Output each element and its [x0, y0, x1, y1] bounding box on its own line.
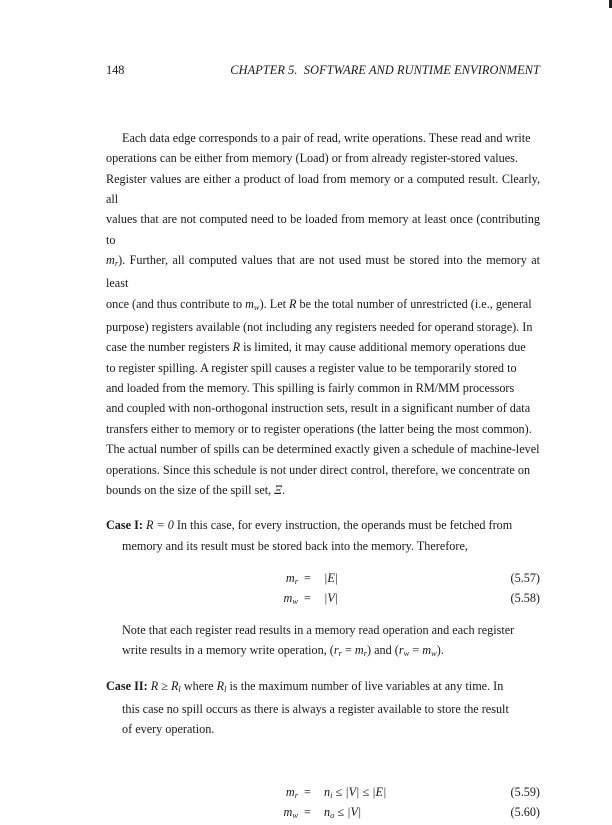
- math-var: R: [289, 296, 297, 311]
- text-line: Case II: $R \ge R_l$ where $R_l$ is the maximum number of live variables at any time. In: [106, 678, 504, 694]
- text-line: [106, 294, 540, 317]
- text: ). Let: [259, 296, 290, 311]
- equation-number: (5.57): [510, 570, 540, 585]
- eq-rel: =: [304, 590, 311, 605]
- eq-rel: =: [304, 784, 311, 799]
- text-line: [106, 250, 540, 294]
- text: is limited, it may cause additional memory operations due: [240, 340, 526, 355]
- eq-rel: =: [304, 804, 311, 819]
- page-number: 148: [106, 63, 125, 77]
- text: In this case, for every instruction, the operands must be fetched from: [173, 518, 513, 533]
- math-var: m: [106, 253, 115, 268]
- case-2-section: [106, 676, 540, 822]
- equation-number: (5.59): [510, 784, 540, 799]
- text-line: Each data edge corresponds to a pair of read, write operations. These read and write: [122, 131, 531, 145]
- equation-5-59: [106, 782, 540, 802]
- text-line: The actual number of spills can be determined exactly given a schedule of machine-level: [106, 442, 540, 457]
- text-line: [106, 515, 540, 535]
- page-header: [106, 63, 540, 79]
- text-line: write results in a memory write operation, $(r_r = m_r)$ and $(r_w = m_w)$.: [122, 643, 444, 659]
- text-line: and coupled with non-orthogonal instruction sets, result in a significant number of data: [106, 401, 531, 416]
- text-line: transfers either to memory or to register operations (the latter being the most common).: [106, 421, 532, 436]
- text-line: operations can be either from memory (Load) or from already register-stored values.: [106, 151, 518, 166]
- eq-lhs: $m_w$: [283, 804, 298, 820]
- equation-number: (5.60): [510, 804, 540, 819]
- text: ). Further, all computed values that are not used must be stored into the memory at least: [106, 253, 540, 291]
- case-1-section: [106, 515, 540, 663]
- text-line: values that are not computed need to be loaded from memory at least once (contributing to: [106, 212, 540, 247]
- math-var: m: [245, 296, 254, 311]
- running-title: CHAPTER 5. SOFTWARE AND RUNTIME ENVIRONMENT: [230, 63, 540, 77]
- text-line: and loaded from the memory. This spilling is fairly common in RM/MM processors: [106, 381, 515, 396]
- text: .: [282, 482, 286, 497]
- eq-lhs: $m_w$: [283, 590, 298, 606]
- math-var: R: [232, 340, 241, 355]
- eq-lhs: $m_r$: [285, 784, 298, 800]
- equation-5-60: [106, 802, 540, 822]
- text-line: memory and its result must be stored back into the memory. Therefore,: [122, 538, 468, 553]
- text-line: to register spilling. A register spill causes a register value to be temporarily stored to: [106, 360, 517, 375]
- eq-rel: =: [304, 570, 311, 585]
- case-condition: R = 0: [145, 518, 174, 533]
- text: bounds on the size of the spill set,: [106, 482, 275, 497]
- text-line: operations. Since this schedule is not under direct control, therefore, we concentrate on: [106, 462, 531, 477]
- eq-rhs: |E|: [324, 570, 339, 585]
- math-sub: w: [253, 301, 260, 312]
- case-label: Case II:: [106, 678, 148, 693]
- case-label: Case I:: [106, 518, 143, 533]
- equation-5-58: [106, 588, 540, 608]
- paragraph-intro: [106, 128, 540, 500]
- eq-rhs: $n_i \le |V| \le |E|$: [324, 784, 387, 800]
- text-line: [106, 480, 540, 500]
- math-sub: r: [114, 258, 119, 269]
- text: write results in a memory write operation, (: [122, 643, 334, 658]
- text: be the total number of unrestricted (i.e., general: [296, 296, 532, 311]
- text-line: Note that each register read results in a memory read operation and each register: [122, 622, 515, 637]
- text-line: purpose) registers available (not including any registers needed for operand storage). In: [106, 320, 533, 335]
- text: case the number registers: [106, 340, 233, 355]
- eq-lhs: $m_r$: [285, 570, 298, 586]
- eq-rhs: |V|: [324, 590, 339, 605]
- text-line: [106, 337, 540, 357]
- equation-number: (5.58): [510, 590, 540, 605]
- text-line: of every operation.: [122, 722, 215, 737]
- page-body: [106, 128, 540, 822]
- equation-5-57: [106, 568, 540, 588]
- eq-rhs: $n_o \le |V|$: [324, 804, 362, 820]
- math-var: Ξ: [274, 482, 283, 497]
- text: once (and thus contribute to: [106, 296, 246, 311]
- text-line: this case no spill occurs as there is always a register available to store the result: [122, 701, 509, 716]
- text-line: Register values are either a product of load from memory or a computed result. Clearly, all: [106, 171, 540, 207]
